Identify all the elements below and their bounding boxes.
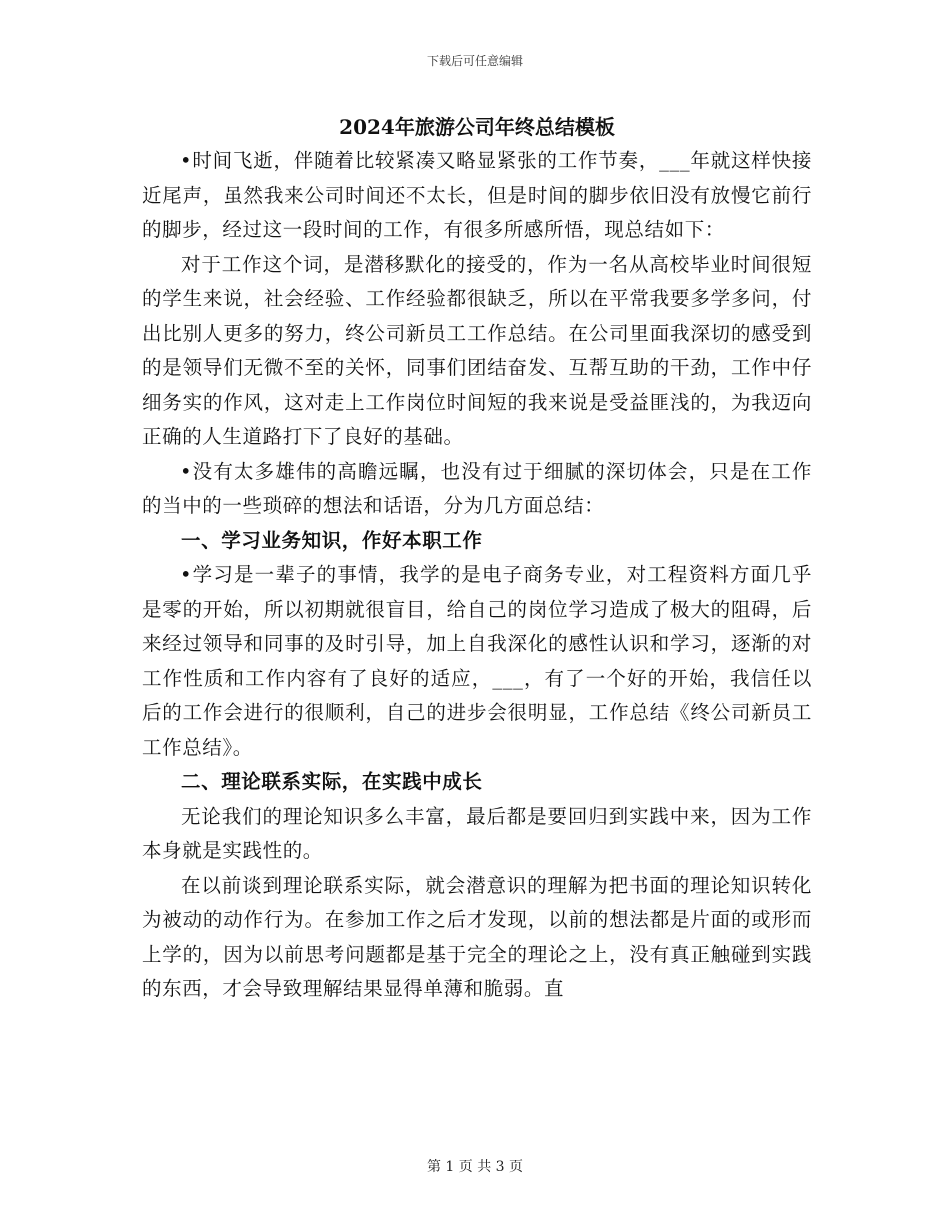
section-1-heading: 一、学习业务知识，作好本职工作 xyxy=(181,528,483,552)
document-title: 2024年旅游公司年终总结模板 xyxy=(339,115,615,139)
document-body xyxy=(142,110,812,1007)
section-2-paragraph-2: 在以前谈到理论联系实际，就会潜意识的理解为把书面的理论知识转化为被动的动作行为。在参加工作之后才发现，以前的想法都是片面的或形而上学的，因为以前思考问题都是基于完全的理论之上，没有真正触碰到实践的东西，才会导致理解结果显得单薄和脆弱。直 xyxy=(142,873,812,1000)
intro-paragraph-3: •没有太多雄伟的高瞻远瞩，也没有过于细腻的深切体会，只是在工作的当中的一些琐碎的想法和话语，分为几方面总结： xyxy=(142,459,812,517)
section-2-paragraph-1: 无论我们的理论知识多么丰富，最后都是要回归到实践中来，因为工作本身就是实践性的。 xyxy=(142,804,812,862)
page-header: 下载后可任意编辑 xyxy=(426,54,523,68)
page-footer: 第 1 页 共 3 页 xyxy=(426,1159,524,1175)
section-1-paragraph-1: •学习是一辈子的事情，我学的是电子商务专业，对工程资料方面几乎是零的开始，所以初期就很盲目，给自己的岗位学习造成了极大的阻碍，后来经过领导和同事的及时引导，加上自我深化的感性认识和学习，逐渐的对工作性质和工作内容有了良好的适应，___，有了一个好的开始，我信任以后的工作会进行的很顺利，自己的进步会很明显，工作总结《终公司新员工工作总结》。 xyxy=(142,563,812,759)
section-2-heading: 二、理论联系实际，在实践中成长 xyxy=(181,770,483,793)
intro-paragraph-1: •时间飞逝，伴随着比较紧凑又略显紧张的工作节奏，___年就这样快接近尾声，虽然我来公司时间还不太长，但是时间的脚步依旧没有放慢它前行的脚步，经过这一段时间的工作，有很多所感所悟，现总结如下： xyxy=(142,149,812,241)
intro-paragraph-2: 对于工作这个词，是潜移默化的接受的，作为一名从高校毕业时间很短的学生来说，社会经验、工作经验都很缺乏，所以在平常我要多学多问，付出比别人更多的努力，终公司新员工工作总结。在公司里面我深切的感受到的是领导们无微不至的关怀，同事们团结奋发、互帮互助的干劲，工作中仔细务实的作风，这对走上工作岗位时间短的我来说是受益匪浅的，为我迈向正确的人生道路打下了良好的基础。 xyxy=(142,252,812,448)
